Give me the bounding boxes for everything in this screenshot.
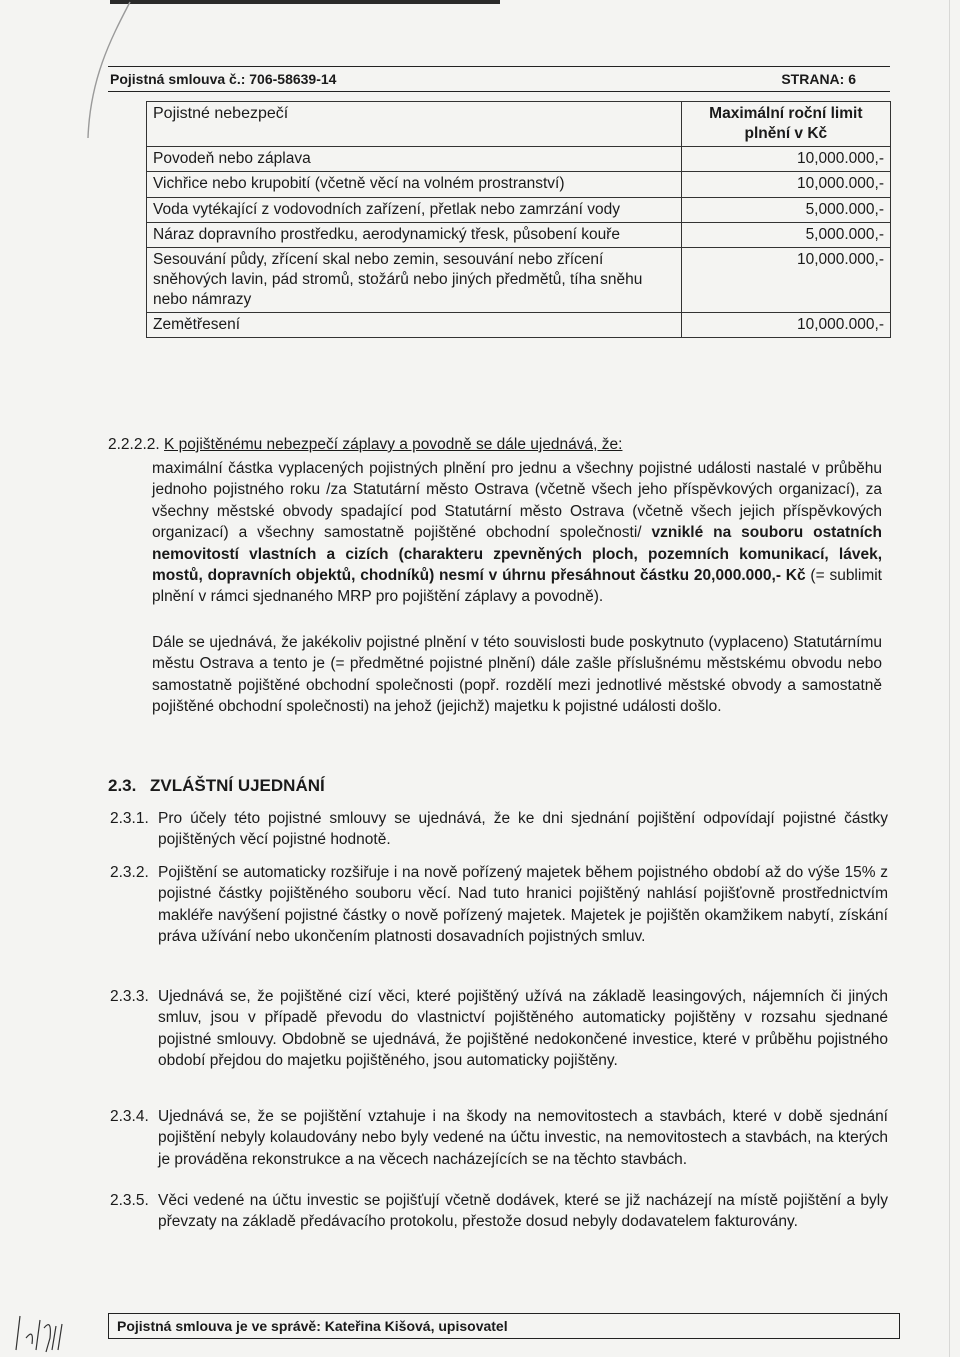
page-footer [108, 1313, 900, 1339]
item-number: 2.3.2. [110, 864, 149, 881]
table-row [147, 313, 891, 338]
item-number: 2.3.1. [110, 810, 149, 827]
table-header-row [147, 102, 891, 147]
item-number: 2.3.5. [110, 1192, 149, 1209]
clause-2222-paragraph-1 [152, 458, 882, 608]
section-heading [108, 776, 325, 796]
item-number: 2.3.3. [110, 988, 149, 1005]
list-item [110, 808, 888, 851]
peril-cell: Povodeň nebo záplava [147, 147, 682, 172]
paragraph-text: (= sublimit plnění v rámci sjednaného MRP pro pojištění záplavy a povodně). [152, 566, 882, 606]
paragraph-bold-text: vzniklé na souboru ostatních nemovitostí vlastních a cizích (charakteru zpevněných ploch, pozemních komunikací, lávek, mostů, dopravních objektů, chodníků) nesmí v úhrnu přesáhnout částku 20,000.000,- Kč [152, 524, 882, 584]
item-text: Ujednává se, že se pojištění vztahuje i na škody na nemovitostech a stavbách, které v době sjednání pojištění nebyly kolaudovány nebo byly vedené na účtu investic, na nemovitostech a stavbách, na kterých je prováděna rekonstrukce a na věcech nacházejících se na těchto stavbách. [158, 1108, 888, 1168]
table-row [147, 247, 891, 312]
peril-cell: Sesouvání půdy, zřícení skal nebo zemin, sesouvání nebo zřícení sněhových lavin, pád stromů, stožárů nebo jiných předmětů, tíha sněhu nebo námrazy [147, 247, 682, 312]
limit-cell: 10,000.000,- [681, 172, 890, 197]
table-row [147, 197, 891, 222]
handwritten-signature [6, 1298, 86, 1353]
footer-text: Pojistná smlouva je ve správě: Kateřina Kišová, upisovatel [117, 1318, 508, 1334]
peril-limits-table [146, 101, 891, 338]
section-number: 2.3. [108, 776, 137, 795]
contract-number: Pojistná smlouva č.: 706-58639-14 [110, 71, 337, 87]
table-row [147, 147, 891, 172]
list-item [110, 986, 888, 1072]
top-edge-mark [110, 0, 500, 4]
peril-cell: Náraz dopravního prostředku, aerodynamický třesk, působení kouře [147, 222, 682, 247]
peril-cell: Voda vytékající z vodovodních zařízení, přetlak nebo zamrzání vody [147, 197, 682, 222]
list-item [110, 862, 888, 948]
column-header-limit: Maximální roční limit plnění v Kč [681, 102, 890, 147]
clause-2222-heading-line [108, 434, 888, 455]
table-row [147, 222, 891, 247]
clause-heading: K pojištěnému nebezpečí záplavy a povodně se dále ujednává, že: [164, 436, 623, 453]
limit-cell: 10,000.000,- [681, 247, 890, 312]
page-header [108, 66, 890, 92]
limit-cell: 10,000.000,- [681, 147, 890, 172]
list-item [110, 1106, 888, 1170]
page-edge-line [949, 0, 950, 1357]
limit-cell: 10,000.000,- [681, 313, 890, 338]
limit-cell: 5,000.000,- [681, 222, 890, 247]
section-title: ZVLÁŠTNÍ UJEDNÁNÍ [150, 776, 325, 795]
item-number: 2.3.4. [110, 1108, 149, 1125]
item-text: Pro účely této pojistné smlouvy se ujednává, že ke dni sjednání pojištění odpovídají pojistné částky pojištěných věcí pojistné hodnotě. [158, 810, 888, 849]
page-number: STRANA: 6 [781, 71, 856, 87]
item-text: Ujednává se, že pojištěné cizí věci, které pojištěný užívá na základě leasingových, nájemních či jiných smluv, jsou v případě převodu do vlastnictví pojištěného automaticky pojištěny v rozsahu sjednané pojistné smlouvy. Obdobně se ujednává, že pojištěné nedokončené investice, které v průběhu pojistného období přejdou do majetku pojištěného, jsou automaticky pojištěny. [158, 988, 888, 1070]
table-row [147, 172, 891, 197]
paragraph-text: maximální částka vyplacených pojistných plnění pro jednu a všechny pojistné události nastalé v průběhu jednoho pojistného roku /za Statutární město Ostrava (včetně všech jeho příspěvkových organizací), za všechny městské obvody spadající pod Statutární město Ostrava (včetně všech jejich příspěvkových organizací) a všechny samostatně pojištěné obchodní společnosti/ [152, 460, 882, 542]
clause-number: 2.2.2.2. [108, 436, 160, 453]
item-text: Pojištění se automaticky rozšiřuje i na nově pořízený majetek během pojistného období až do výše 15% z pojistné částky pojištěného souboru věcí. Nad tuto hranici pojištěný nahlásí pojišťovně prostřednictvím makléře navýšení pojistné částky o nově pořízený majetek. Majetek je pojištěn okamžikem nabytí, získání práva užívání nebo ukončením platnosti dosavadních pojistných smluv. [158, 864, 888, 946]
limit-cell: 5,000.000,- [681, 197, 890, 222]
list-item [110, 1190, 888, 1233]
column-header-peril: Pojistné nebezpečí [147, 102, 682, 147]
peril-cell: Zemětřesení [147, 313, 682, 338]
clause-2222-paragraph-2: Dále se ujednává, že jakékoliv pojistné plnění v této souvislosti bude poskytnuto (vyplaceno) Statutárnímu městu Ostrava a tento je (= předmětné pojistné plnění) dále zašle příslušnému městskému obvodu nebo samostatně pojištěné obchodní společnosti (popř. rozdělí mezi jednotlivé městské obvody a samostatně pojištěné obchodní společnosti) na jehož (jejichž) majetku k pojistné události došlo. [152, 634, 882, 716]
peril-cell: Vichřice nebo krupobití (včetně věcí na volném prostranství) [147, 172, 682, 197]
item-text: Věci vedené na účtu investic se pojišťují včetně dodávek, které se již nacházejí na místě pojištění a byly převzaty na základě předávacího protokolu, přestože dosud nebyly dodavatelem fakturovány. [158, 1192, 888, 1231]
